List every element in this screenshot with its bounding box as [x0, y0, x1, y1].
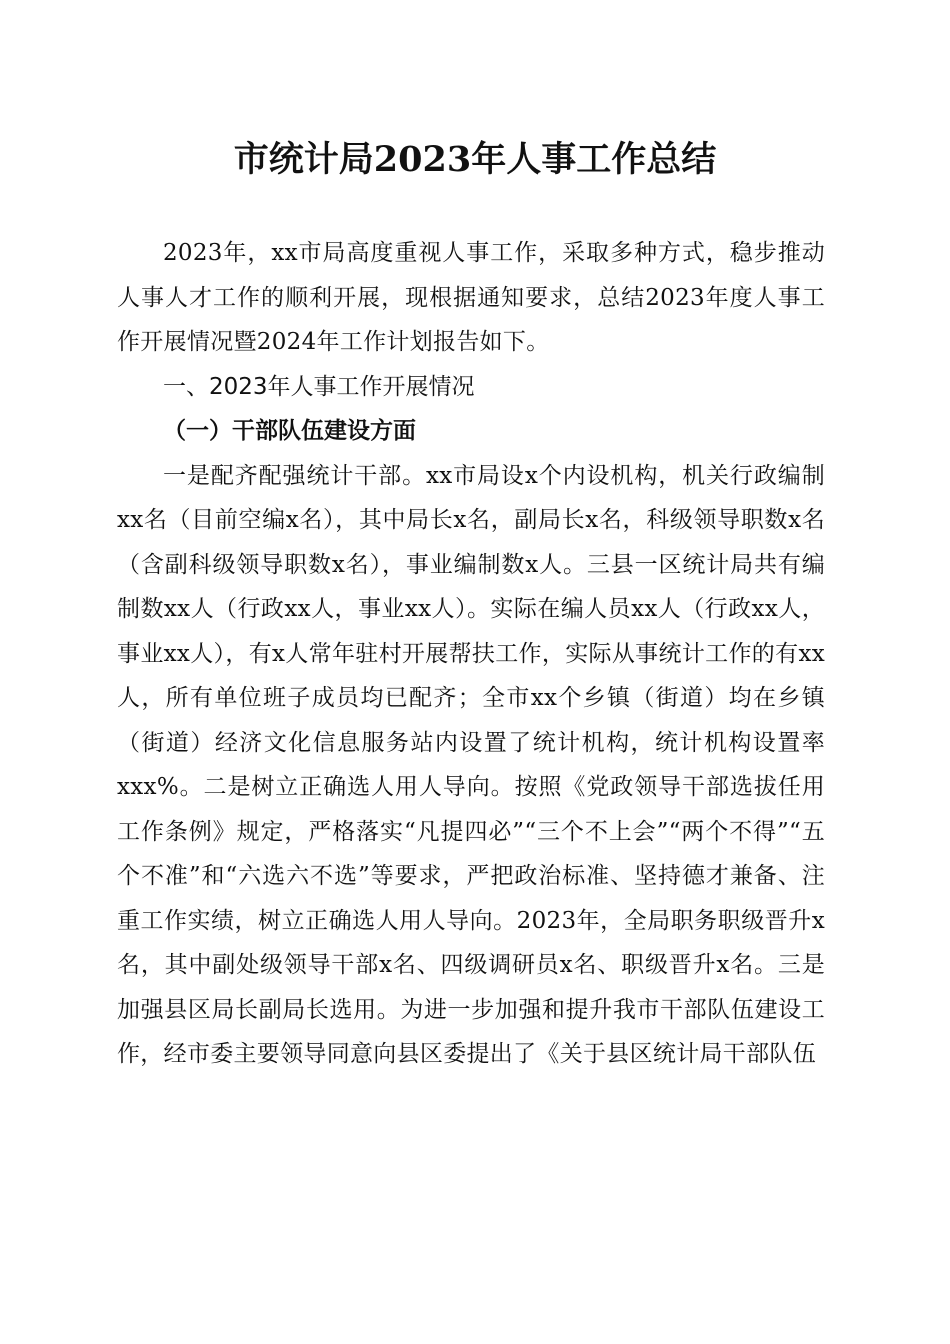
document-title: 市统计局2023年人事工作总结	[233, 139, 717, 180]
document-body	[117, 231, 825, 1077]
section-heading: 一、2023年人事工作开展情况	[163, 373, 475, 400]
body-paragraph: 一是配齐配强统计干部。xx市局设x个内设机构，机关行政编制xx名（目前空编x名），其中局长x名，副局长x名，科级领导职数x名（含副科级领导职数x名），事业编制数x人。三县一区统计局共有编制数xx人（行政xx人，事业xx人）。实际在编人员xx人（行政xx人，事业xx人），有x人常年驻村开展帮扶工作，实际从事统计工作的有xx人，所有单位班子成员均已配齐；全市xx个乡镇（街道）均在乡镇（街道）经济文化信息服务站内设置了统计机构，统计机构设置率xxx%。二是树立正确选人用人导向。按照《党政领导干部选拔任用工作条例》规定，严格落实“凡提四必”“三个不上会”“两个不得”“五个不准”和“六选六不选”等要求，严把政治标准、坚持德才兼备、注重工作实绩，树立正确选人用人导向。2023年，全局职务职级晋升x名，其中副处级领导干部x名、四级调研员x名、职级晋升x名。三是加强县区局长副局长选用。为进一步加强和提升我市干部队伍建设工作，经市委主要领导同意向县区委提出了《关于县区统计局干部队伍	[117, 462, 825, 1067]
subsection-heading: （一）干部队伍建设方面	[163, 417, 416, 444]
intro-paragraph: 2023年，xx市局高度重视人事工作，采取多种方式，稳步推动人事人才工作的顺利开展，现根据通知要求，总结2023年度人事工作开展情况暨2024年工作计划报告如下。	[117, 240, 825, 355]
